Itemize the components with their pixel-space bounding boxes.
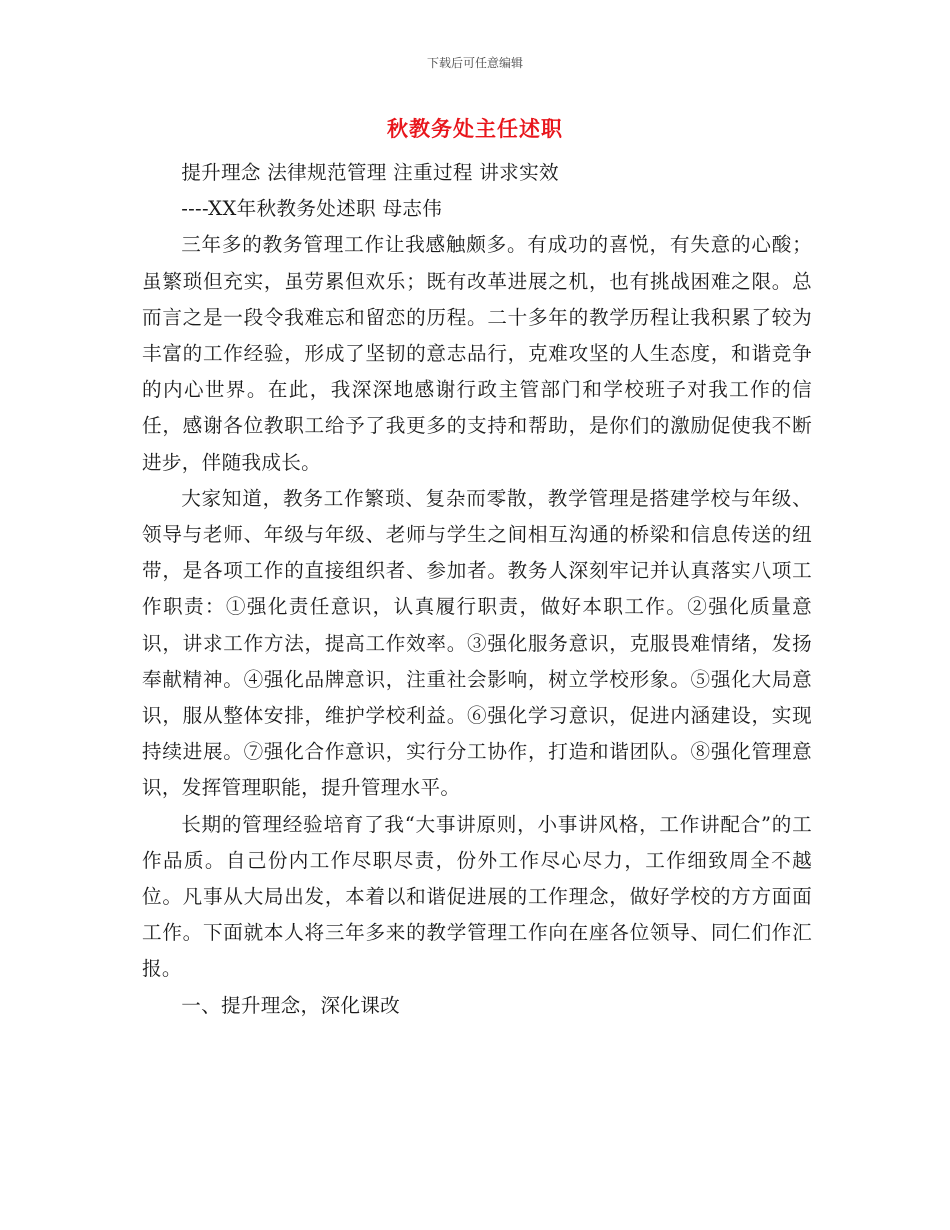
body-paragraph-1: 三年多的教务管理工作让我感触颇多。有成功的喜悦，有失意的心酸；虽繁琐但充实，虽劳累但欢乐；既有改革进展之机，也有挑战困难之限。总而言之是一段令我难忘和留恋的历程。二十多年的教学历程让我积累了较为丰富的工作经验，形成了坚韧的意志品行，克难攻坚的人生态度，和谐竞争的内心世界。在此，我深深地感谢行政主管部门和学校班子对我工作的信任，感谢各位教职工给予了我更多的支持和帮助，是你们的激励促使我不断进步，伴随我成长。 xyxy=(142,233,812,474)
document-body xyxy=(142,155,812,1024)
document-title: 秋教务处主任述职 xyxy=(387,117,563,141)
section-heading: 一、提升理念，深化课改 xyxy=(181,993,401,1017)
body-paragraph-3: 长期的管理经验培育了我“大事讲原则，小事讲风格，工作讲配合”的工作品质。自己份内工作尽职尽责，份外工作尽心尽力，工作细致周全不越位。凡事从大局出发，本着以和谐促进展的工作理念，做好学校的方方面面工作。下面就本人将三年多来的教学管理工作向在座各位领导、同仁们作汇报。 xyxy=(142,812,812,981)
body-paragraph-2: 大家知道，教务工作繁琐、复杂而零散，教学管理是搭建学校与年级、领导与老师、年级与年级、老师与学生之间相互沟通的桥梁和信息传送的纽带，是各项工作的直接组织者、参加者。教务人深刻牢记并认真落实八项工作职责：①强化责任意识，认真履行职责，做好本职工作。②强化质量意识，讲求工作方法，提高工作效率。③强化服务意识，克服畏难情绪，发扬奉献精神。④强化品牌意识，注重社会影响，树立学校形象。⑤强化大局意识，服从整体安排，维护学校利益。⑥强化学习意识，促进内涵建设，实现持续进展。⑦强化合作意识，实行分工协作，打造和谐团队。⑧强化管理意识，发挥管理职能，提升管理水平。 xyxy=(142,486,812,800)
document-byline: ----XX年秋教务处述职 母志伟 xyxy=(181,197,443,221)
header-note: 下载后可任意编辑 xyxy=(426,56,523,70)
document-subtitle: 提升理念 法律规范管理 注重过程 讲求实效 xyxy=(181,161,559,184)
